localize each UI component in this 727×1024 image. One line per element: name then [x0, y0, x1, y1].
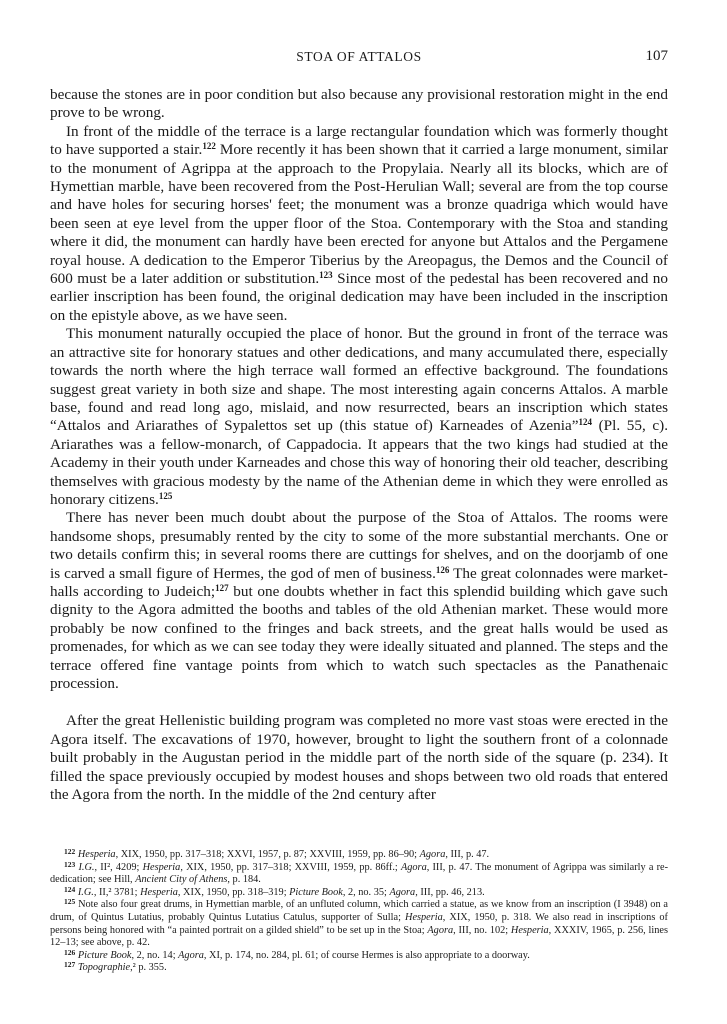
- footnote-ref[interactable]: 126: [435, 564, 450, 575]
- footnote-citation-title: Agora: [419, 849, 446, 860]
- footnote-text: , XI, p. 174, no. 284, pl. 61; of course Hermes is also appropriate to a doorway.: [203, 949, 530, 961]
- footnote-citation-title: Hesperia: [142, 861, 181, 873]
- footnote-ref[interactable]: 124: [578, 417, 592, 428]
- footnote-number: 125: [64, 897, 76, 907]
- text-run: Since most of the pedestal has been recovered and no earlier inscription has been found, the original dedication may have been included in the inscription on the epistyle above, as we have seen.: [50, 270, 668, 324]
- footnote-text: ,² p. 355.: [130, 962, 167, 974]
- footnote-number: 124: [64, 884, 76, 894]
- footnote-number: 123: [64, 859, 76, 869]
- footnote-text: , II,² 3781;: [93, 886, 141, 898]
- footnote-ref[interactable]: 127: [215, 582, 229, 593]
- footnote-text: , III, p. 47.: [445, 849, 490, 860]
- footnote-citation-title: Ancient City of Athens: [135, 874, 228, 886]
- footnote-number: 122: [64, 847, 76, 856]
- footnote-text: , XIX, 1950, pp. 318–319;: [177, 886, 290, 898]
- footnote-124: [50, 884, 668, 900]
- text-run: After the great Hellenistic building program was completed no more vast stoas were erected in the Agora itself. The excavations of 1970, however, brought to light the southern front of a colonnade built probably in the Augustan period in the middle part of the north side of the square (p. 234). It filled the space previously occupied by modest houses and shops between two old roads that entered the Agora from the north. In the middle of the 2nd century after: [50, 712, 668, 804]
- footnote-123: [50, 859, 668, 887]
- footnote-text: , XIX, 1950, p. 318. We also read in inscriptions of persons being honored with “a painted portrait on a gilded shield” to be set up in the Stoa;: [50, 911, 668, 936]
- footnote-citation-title: Agora: [400, 861, 427, 873]
- paragraph-honor: [50, 325, 668, 509]
- footnote-citation-title: I.G.: [78, 861, 95, 873]
- text-run: In front of the middle of the terrace is a large rectangular foundation which was formerly thought to have supported a stair.: [50, 122, 668, 159]
- text-run: but one doubts whether in fact this splendid building which gave such dignity to the Agora admitted the booths and tables of the old Athenian market. These would more probably be now confined to the fringes and back streets, and the great halls would be used as promenades, for which as we can see today they were ideally situated and planned. The steps and the terrace offered fine vantage points from which to watch such spectacles as the Panathenaic procession.: [50, 582, 668, 692]
- footnote-number: 126: [64, 947, 76, 957]
- footnote-citation-title: Agora: [389, 886, 416, 898]
- footnote-text: , 2, no. 35;: [342, 886, 390, 898]
- body-text: [50, 86, 668, 804]
- footnote-text: , III, no. 102;: [453, 924, 511, 936]
- footnote-number: 127: [64, 960, 76, 970]
- page-number: 107: [645, 48, 668, 64]
- footnote-citation-title: Hesperia: [77, 849, 116, 860]
- footnote-125: [50, 899, 668, 949]
- footnote-citation-title: I.G.: [77, 886, 94, 898]
- footnote-ref[interactable]: 122: [202, 141, 216, 152]
- running-header: [50, 49, 668, 69]
- footnote-citation-title: Hesperia: [510, 924, 549, 936]
- footnote-126: [50, 947, 668, 963]
- paragraph-monument: [50, 123, 668, 325]
- footnote-text: , III, p. 47. The monument of Agrippa was similarly a re-dedication; see Hill,: [50, 861, 668, 886]
- footnote-ref[interactable]: 125: [158, 490, 173, 501]
- paragraph-later-stoas: [50, 712, 668, 804]
- text-run: This monument naturally occupied the place of honor. But the ground in front of the terrace was an attractive site for honorary statues and other dedications, and many accumulated there, especially towards the north where the high terrace wall formed an effective background. The foundations suggest great variety in both size and shape. The most interesting again concerns Attalos. A marble base, found and read long ago, mislaid, and now resurrected, bears an inscription which states “Attalos and Ariarathes of Sypalettos set up (this statue of) Karneades of Azenia”: [50, 325, 668, 435]
- footnote-text: , II², 4209;: [94, 861, 143, 873]
- footnote-127: [50, 962, 668, 975]
- footnote-text: Note also four great drums, in Hymettian marble, of an unfluted column, which carried a statue, as we know from an inscription (I 3948) on a drum, of Quintus Lutatius, probably Quintus Lutatius Catulus, supporter of Sulla;: [50, 899, 668, 923]
- text-run: (Pl. 55, c). Ariarathes was a fellow-monarch, of Cappadocia. It appears that the two kings had studied at the Academy in their youth under Karneades and chose this way of honoring their old teacher, describing themselves with gracious modesty by the name of the Athenian deme in which they were enrolled as honorary citizens.: [50, 417, 668, 508]
- footnote-citation-title: Picture Book: [77, 949, 132, 961]
- text-run: There has never been much doubt about the purpose of the Stoa of Attalos. The rooms were handsome shops, presumably rented by the city to some of the more substantial merchants. One or two details confirm this; in several rooms there are cuttings for shelves, and on the doorjamb of one is carved a small figure of Hermes, the god of men of business.: [50, 509, 668, 582]
- footnote-text: , 2, no. 14;: [131, 949, 179, 961]
- footnote-citation-title: Agora: [178, 949, 204, 961]
- footnote-text: , p. 184.: [227, 874, 261, 886]
- footnote-citation-title: Hesperia: [140, 886, 178, 898]
- footnote-122: [50, 849, 668, 862]
- running-title: STOA OF ATTALOS: [296, 49, 422, 64]
- footnote-citation-title: Picture Book: [289, 886, 343, 898]
- footnotes: [50, 849, 668, 975]
- text-run: The great colonnades were market-halls according to Judeich;: [50, 564, 668, 600]
- footnote-citation-title: Agora: [427, 924, 454, 936]
- footnote-text: , III, pp. 46, 213.: [415, 886, 485, 898]
- footnote-text: , XIX, 1950, pp. 317–318; XXVI, 1957, p. 87; XXVIII, 1959, pp. 86–90;: [115, 849, 420, 860]
- paragraph-purpose: [50, 509, 668, 693]
- footnote-ref[interactable]: 123: [319, 270, 333, 281]
- footnote-citation-title: Hesperia: [405, 911, 443, 923]
- paragraph-continuation: [50, 86, 668, 123]
- footnote-citation-title: Topographie: [77, 962, 131, 974]
- footnote-text: , XXXIV, 1965, p. 256, lines 12–13; see above, p. 42.: [50, 924, 668, 949]
- footnote-text: , XIX, 1950, pp. 317–318; XXVIII, 1959, pp. 86ff.;: [180, 861, 401, 873]
- text-run: More recently it has been shown that it carried a large monument, similar to the monument of Agrippa at the approach to the Propylaia. Nearly all its blocks, which are of Hymettian marble, have been recovered from the Post-Herulian Wall; several are from the top course and have holes for securing horses' feet; the monument was a bronze quadriga which would have been seen at eye level from the upper floor of the Stoa. Contemporary with the Stoa and standing where it did, the monument can hardly have been erected for anyone but Attalos and the Pergamene royal house. A dedication to the Emperor Tiberius by the Areopagus, the Demos and the Council of 600 must be a later addition or substitution.: [50, 141, 668, 288]
- text-run: because the stones are in poor condition but also because any provisional restoration might in the end prove to be wrong.: [50, 86, 668, 122]
